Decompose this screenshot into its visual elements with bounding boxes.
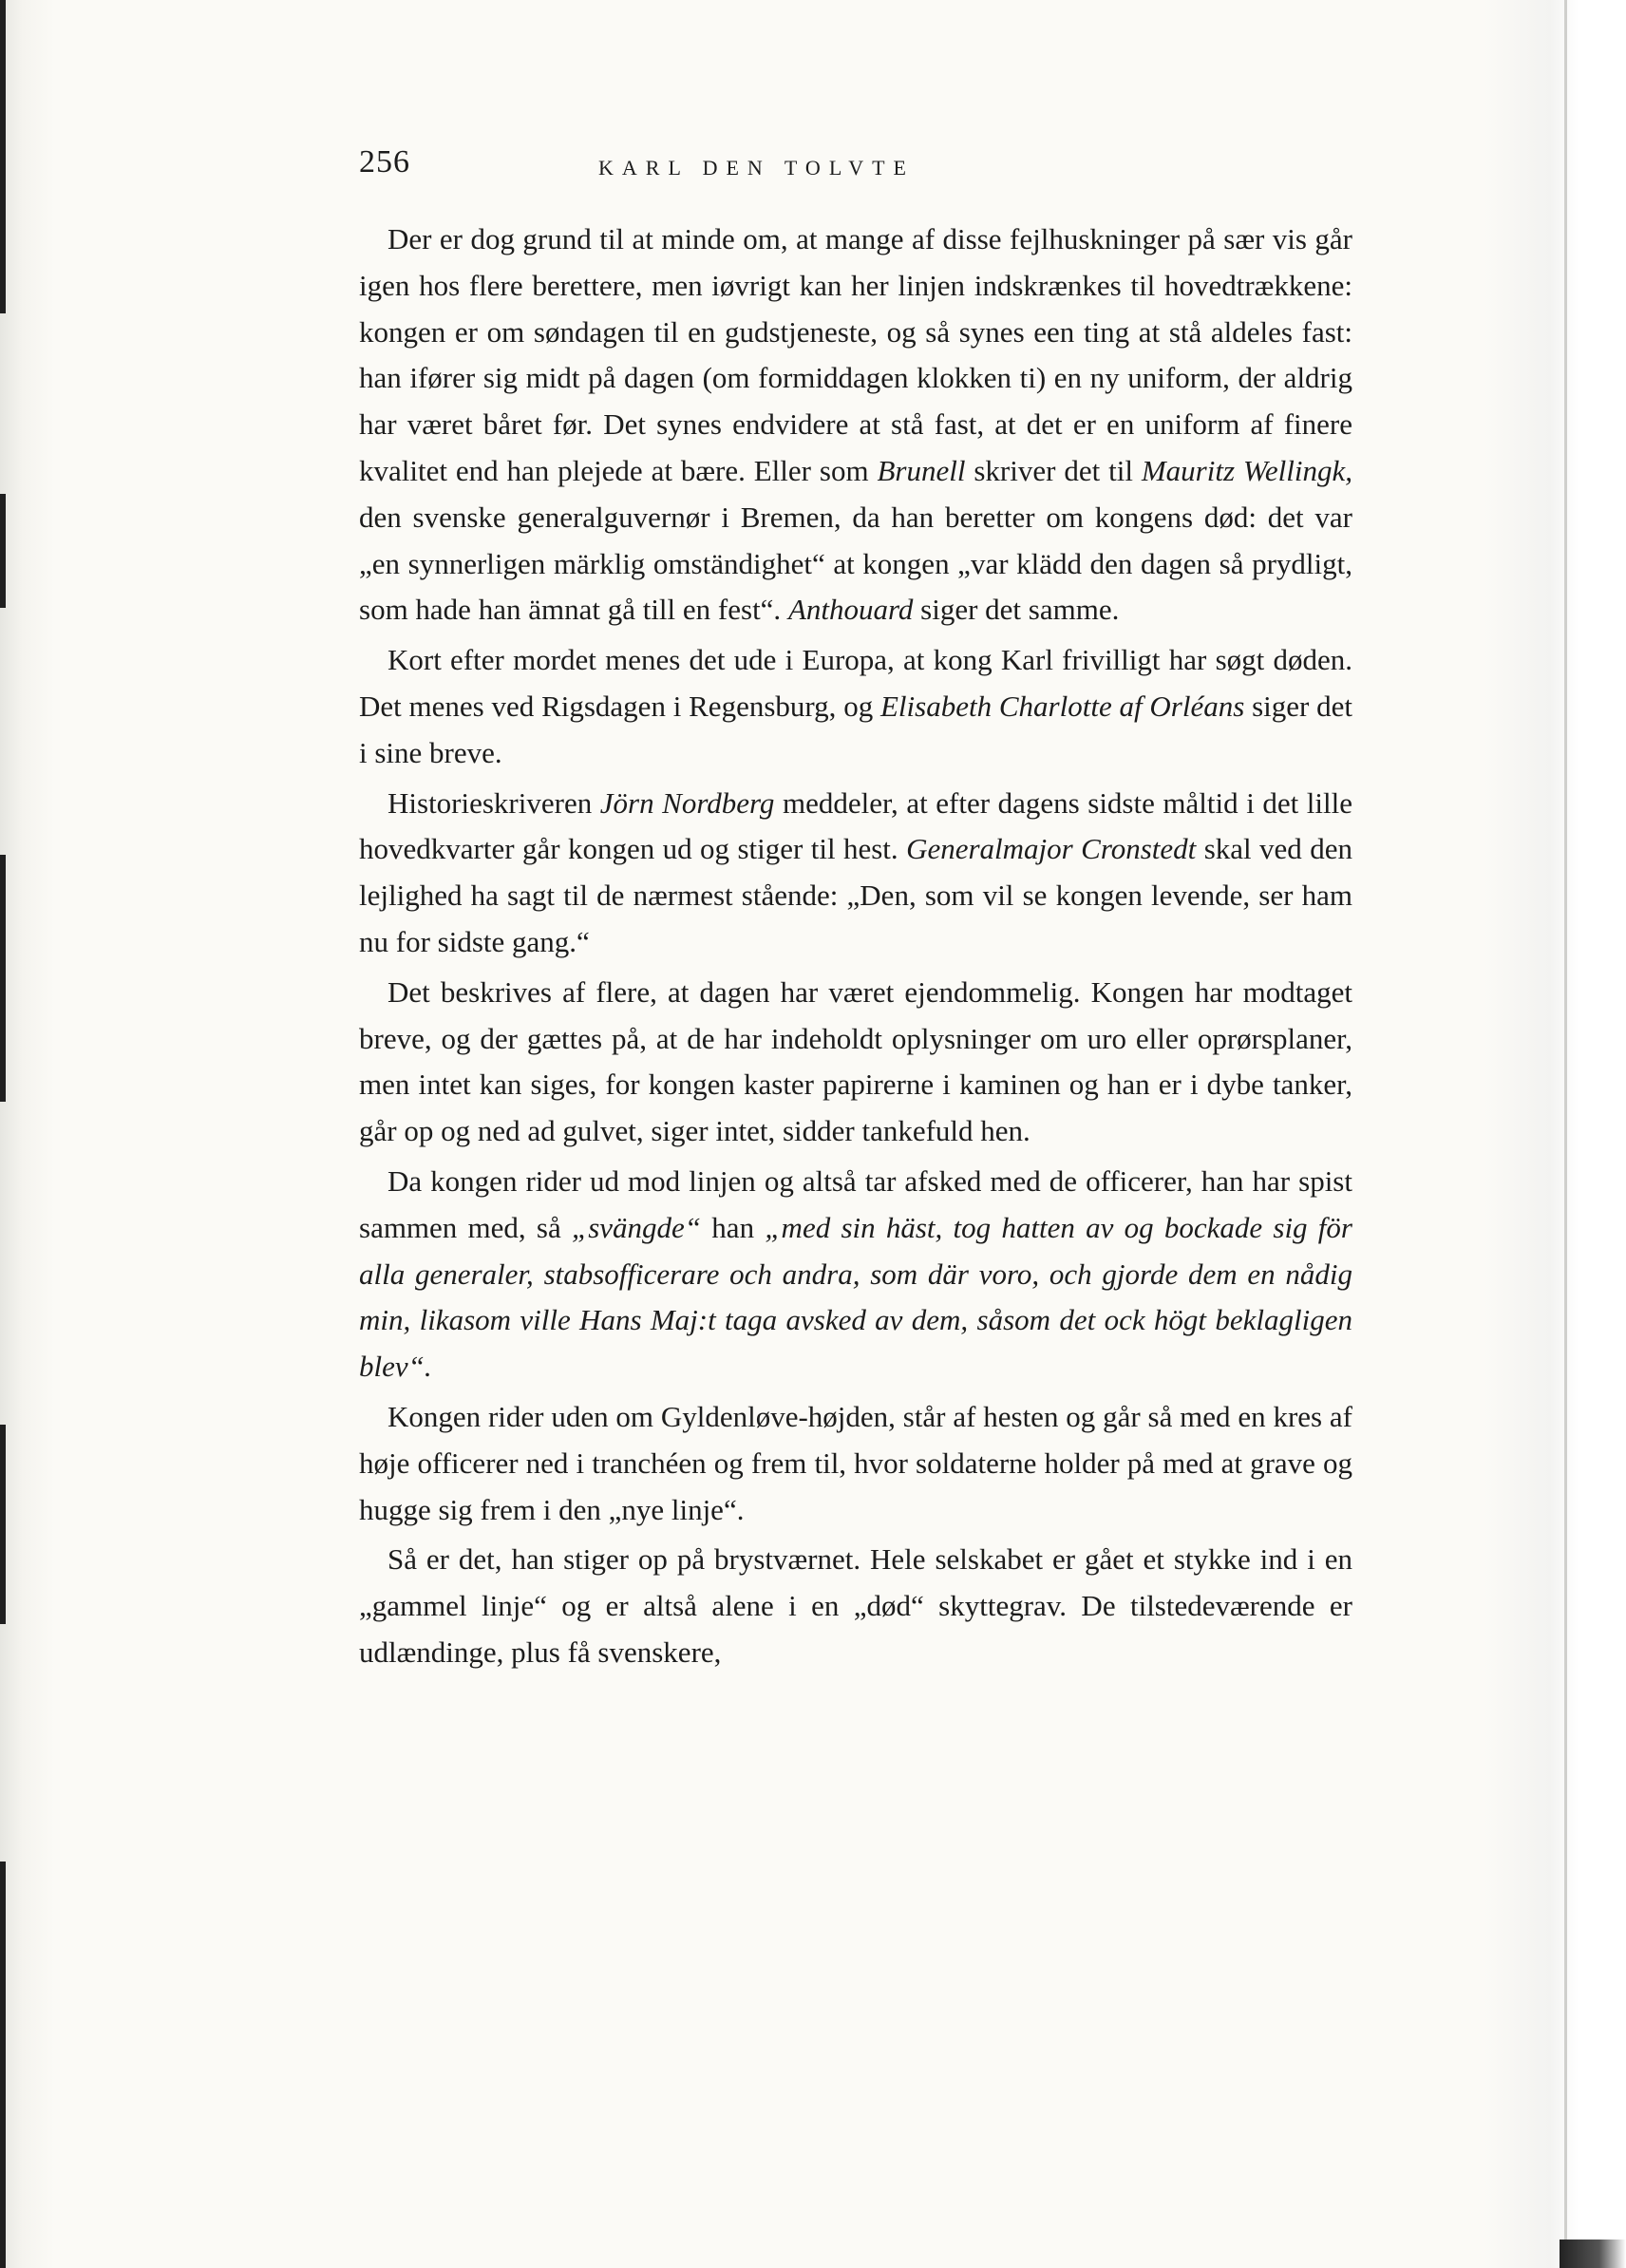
paragraph	[359, 781, 1352, 966]
italic-name: Elisabeth Charlotte af Orléans	[879, 689, 1245, 723]
text-run: Kongen rider uden om Gyldenløve-højden, står af hesten og går så med en kres af høje officerer ned i tranchéen og frem til, hvor soldaterne holder på med at grave og hugge sig frem i den „nye linje“.	[359, 1399, 1352, 1526]
paragraph	[359, 1537, 1352, 1675]
text-run: Historieskriveren	[388, 785, 600, 820]
page-header	[0, 144, 1626, 190]
body-text	[359, 217, 1352, 1680]
italic-name: Generalmajor Cronstedt	[906, 832, 1197, 866]
italic-name: Brunell	[877, 453, 966, 487]
corner-mark	[1560, 2240, 1626, 2268]
text-run: Det beskrives af flere, at dagen har været ejendommelig. Kongen har modtaget breve, og der gættes på, at de har indeholdt oplysninger om uro eller oprørsplaner, men intet kan siges, for kongen kaster papirerne i kaminen og han er i dybe tanker, går op og ned ad gulvet, siger intet, sidder tankefuld hen.	[359, 974, 1352, 1148]
text-run: han	[701, 1210, 766, 1244]
text-run: Da kongen rider ud mod linjen og altså tar afsked med de officerer, han har spist sammen med, så	[359, 1163, 1352, 1244]
text-run: Så er det, han stiger op på brystværnet. Hele selskabet er gået et stykke ind i en „gammel linje“ og er altså alene i en „død“ skyttegrav. De tilstedeværende er udlændinge, plus få svenskere,	[359, 1542, 1352, 1669]
scan-right-edge	[1484, 0, 1626, 2268]
text-run: skriver det til	[965, 453, 1142, 487]
running-title: KARL DEN TOLVTE	[598, 156, 915, 180]
text-run: siger det samme.	[913, 593, 1120, 627]
italic-quote: „med sin häst, tog hatten av og bockade sig för alla generaler, stabsofficerare och andra, som där voro, och gjorde dem en nådig min, likasom ville Hans Maj:t taga avsked av dem, såsom det ock högt beklagligen blev“.	[359, 1210, 1352, 1384]
paragraph	[359, 1394, 1352, 1533]
page-crease	[1564, 0, 1567, 2268]
paragraph	[359, 637, 1352, 776]
text-run: Kort efter mordet menes det ude i Europa, at kong Karl frivilligt har søgt døden. Det menes ved Rigsdagen i Regensburg, og	[359, 643, 1352, 723]
paragraph	[359, 217, 1352, 633]
paragraph	[359, 970, 1352, 1155]
italic-name: Mauritz Wellingk,	[1141, 453, 1353, 487]
page-number: 256	[359, 144, 410, 180]
italic-name: Jörn Nordberg	[599, 785, 775, 820]
text-run: siger det i sine breve.	[359, 689, 1352, 769]
scan-left-edge	[0, 0, 55, 2268]
text-run: den svenske generalguvernør i Bremen, da han beretter om kongens død: det var „en synnerligen märklig omständighet“ at kongen „var klädd den dagen så prydligt, som hade han ämnat gå till en fest“.	[359, 500, 1352, 627]
text-run: skal ved den lejlighed ha sagt til de nærmest stående: „Den, som vil se kongen levende, ser ham nu for sidste gang.“	[359, 832, 1352, 958]
text-run: Der er dog grund til at minde om, at mange af disse fejlhuskninger på sær vis går igen hos flere berettere, men iøvrigt kan her linjen indskrænkes til hovedtrækkene: kongen er om søndagen til en gudstjeneste, og så synes een ting at stå aldeles fast: han ifører sig midt på dagen (om formiddagen klokken ti) en ny uniform, der aldrig har været båret før. Det synes endvidere at stå fast, at det er en uniform af finere kvalitet end han plejede at bære. Eller som	[359, 222, 1352, 487]
italic-name: Anthouard	[787, 593, 914, 627]
italic-quote: „svängde“	[571, 1210, 702, 1244]
paragraph	[359, 1159, 1352, 1390]
text-run: meddeler, at efter dagens sidste måltid i det lille hovedkvarter går kongen ud og stiger til hest.	[359, 785, 1352, 866]
